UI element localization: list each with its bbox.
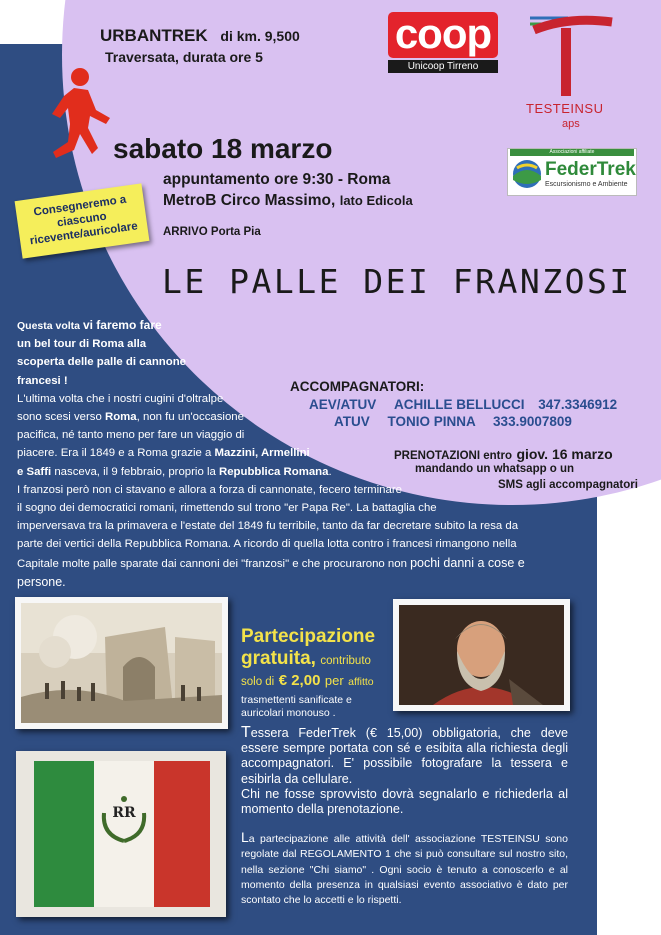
meeting-time: appuntamento ore 9:30 - Roma: [163, 171, 391, 188]
participation-affitto: affitto: [348, 676, 374, 688]
story-l10: I franzosi però non ci stavano e allora a forza di cannonate, fecero terminare: [17, 483, 402, 496]
participation-solo: solo di: [241, 676, 275, 688]
tessera-block: [241, 725, 568, 817]
participation-price: € 2,00: [278, 672, 321, 689]
testeinsu-name: TESTEINSU: [526, 101, 604, 116]
walking-person-icon: [40, 66, 114, 162]
prenotazioni-label: PRENOTAZIONI entro: [394, 450, 512, 462]
portrait-icon: [393, 599, 570, 711]
participation-per: per: [324, 673, 344, 688]
tessera-initial: T: [241, 724, 251, 741]
tessera-p2: Chi ne fosse sprovvisto dovrà segnalarlo e richiederla al momento della prenotazione.: [241, 786, 568, 817]
coop-logo: [388, 12, 498, 74]
participation-title: Partecipazione: [241, 626, 376, 647]
story-l12: imperversava tra la primavera e l'estate del 1849 fu terribile, tanto da far decretare subito la resa da: [17, 520, 519, 533]
event-subtitle: Traversata, durata ore 5: [105, 49, 263, 65]
participation-line2: [241, 648, 371, 670]
story-l2: un bel tour di Roma alla: [17, 338, 147, 351]
event-date: sabato 18 marzo: [113, 133, 333, 164]
story-l14a: Capitale molte palle sparate dai cannoni dei "franzosi" e che procurarono non: [17, 557, 411, 570]
event-distance: di km. 9,500: [220, 28, 300, 44]
story-l6a: sono scesi verso: [17, 411, 105, 424]
meeting-place: MetroB Circo Massimo,: [163, 192, 336, 209]
regolamento-text: a partecipazione alle attività dell' associazione TESTEINSU sono regolate dal REGOLAMENTO 1 che si può consultare sul nostro sito, nella sezione "Chi siamo" . Ogni socio è tenuto a conoscerlo e al momento della presenza in qualsiasi evento associativo è dato per scontato che lo accetti e lo rispetti.: [241, 833, 568, 907]
guide-1-name: ACHILLE BELLUCCI: [394, 397, 525, 412]
story-l9b: nasceva, il 9 febbraio, proprio la: [51, 465, 219, 478]
event-name: URBANTREK: [100, 26, 208, 45]
flag-emblem: RR: [112, 805, 136, 821]
prenotazioni-deadline: giov. 16 marzo: [516, 446, 613, 462]
participation-contributo: contributo: [320, 655, 371, 667]
coop-wordmark: coop: [388, 12, 498, 58]
meeting-place-line: [163, 192, 413, 210]
prenotazioni-line3: SMS agli accompagnatori: [498, 479, 638, 491]
story-l15: persone.: [17, 574, 66, 589]
participation-free: gratuita,: [241, 648, 316, 669]
guide-2-name: TONIO PINNA: [387, 414, 476, 429]
event-header: [100, 26, 300, 46]
story-l8b: Mazzini, Armellini: [214, 447, 310, 460]
story-l7: pacifica, né tanto meno per fare un viaggio di: [17, 429, 245, 442]
accompagnatori-heading: ACCOMPAGNATORI:: [290, 379, 425, 394]
coop-subtitle: Unicoop Tirreno: [388, 60, 498, 73]
guide-2-role: ATUV: [334, 414, 370, 429]
battle-scene-icon: [15, 597, 228, 729]
story-l13: parte dei vertici della Repubblica Romana. A ricordo di quella lotta contro i francesi rimangono nella: [17, 538, 517, 551]
story-l9c: Repubblica Romana: [218, 465, 329, 478]
flag-drape: [16, 871, 226, 879]
participation-line3: [241, 672, 374, 690]
prenotazioni-line2: mandando un whatsapp o un: [415, 463, 575, 475]
arrival: ARRIVO Porta Pia: [163, 226, 261, 238]
participation-note1: trasmettenti sanificate e: [241, 694, 352, 706]
sticky-note-text: Consegneremo a ciascuno ricevente/auricolare: [29, 193, 139, 248]
federtrek-top: Associazioni affiliate: [510, 149, 634, 156]
globe-icon: [511, 158, 543, 190]
story-l5: L'ultima volta che i nostri cugini d'oltralpe: [17, 392, 224, 405]
regolamento-block: [241, 830, 568, 908]
story-l8a: piacere. Era il 1849 e a Roma grazie a: [17, 447, 215, 460]
tessera-p1: essera FederTrek (€ 15,00) obbligatoria, che deve essere sempre portata con sé e esibita alla richiesta degli accompagnatori. E' possibile fotografare la tessera e esibirla da cellulare.: [241, 726, 568, 786]
regolamento-initial: L: [241, 829, 249, 845]
story-l6c: , non fu un'occasione: [136, 411, 244, 424]
guide-1-phone: 347.3346912: [538, 397, 618, 412]
battle-photo: [15, 597, 228, 729]
flag-green-band: [34, 761, 94, 907]
story-l4: francesi !: [17, 374, 68, 387]
story-l9a: e Saffi: [17, 465, 52, 478]
meeting-place-note: lato Edicola: [339, 193, 413, 208]
federtrek-sub: Escursionismo e Ambiente: [545, 181, 628, 188]
story-l3: scoperta delle palle di cannone: [17, 356, 187, 369]
participation-note2: auricolari monouso .: [241, 707, 336, 719]
garibaldi-portrait: [393, 599, 570, 711]
flag-red-band: [154, 761, 210, 907]
federtrek-logo: [507, 148, 637, 196]
story-l11: il sogno dei democratici romani, rimettendo sul trono "er Papa Re". La battaglia che: [17, 502, 437, 515]
story-l1a: Questa volta: [17, 320, 83, 332]
story-l6b: Roma: [105, 411, 137, 424]
republic-flag: [16, 751, 226, 917]
testeinsu-logo-icon: [528, 14, 616, 100]
federtrek-name: FederTrek: [545, 159, 636, 180]
story-text: [17, 316, 525, 591]
story-l14b: pochi danni a cose e: [410, 555, 525, 570]
guide-2-phone: 333.9007809: [493, 414, 572, 429]
story-l9d: .: [328, 465, 332, 478]
story-l1b: vi faremo fare: [82, 318, 162, 332]
testeinsu-sub: aps: [562, 118, 580, 130]
main-title: LE PALLE DEI FRANZOSI: [162, 262, 632, 301]
guide-1-role: AEV/ATUV: [309, 397, 377, 412]
